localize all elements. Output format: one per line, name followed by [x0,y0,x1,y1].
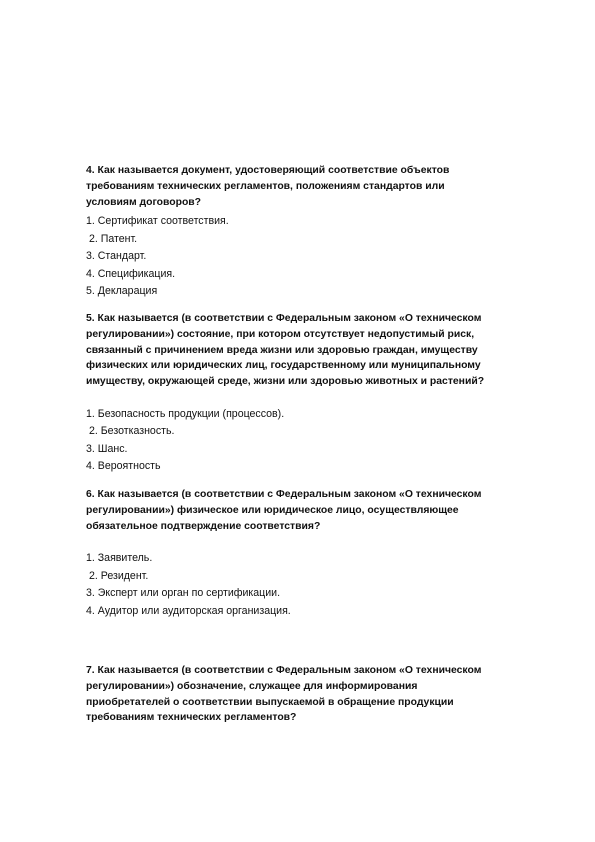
question-line: требованиям технических регламентов? [86,712,297,724]
question-7 [86,663,556,726]
answer-option: 4. Спецификация. [86,267,176,280]
answer-list [86,213,556,300]
question-line: приобретателей о соответствии выпускаемой в обращение продукции [86,696,454,708]
question-line: регулировании») состояние, при котором отсутствует недопустимый риск, [86,328,475,340]
question-text [86,163,556,210]
question-text [86,311,556,390]
question-line: 7. Как называется (в соответствии с Федеральным законом «О техническом [86,665,482,676]
question-line: требованиям технических регламентов, положениям стандартов или [86,180,445,192]
question-line: 6. Как называется (в соответствии с Федеральным законом «О техническом [86,489,482,500]
question-line: обязательное подтверждение соответствия? [86,520,321,532]
answer-option: 3. Эксперт или орган по сертификации. [86,587,281,600]
answer-option: 2. Безотказность. [86,425,175,438]
answer-option: 5. Декларация [86,285,158,298]
question-line: имуществу, окружающей среде, жизни или здоровью животных и растений? [86,376,485,388]
question-text [86,663,556,726]
question-line: регулировании») физическое или юридическое лицо, осуществляющее [86,504,459,516]
answer-option: 3. Стандарт. [86,250,147,263]
answer-option: 1. Сертификат соответствия. [86,215,229,228]
question-text [86,487,556,534]
question-line: 4. Как называется документ, удостоверяющий соответствие объектов [86,165,450,176]
question-6 [86,487,556,620]
answer-option: 2. Резидент. [86,569,149,582]
answer-option: 4. Вероятность [86,460,161,473]
answer-list [86,406,556,476]
question-line: регулировании») обозначение, служащее для информирования [86,680,418,692]
answer-option: 3. Шанс. [86,442,128,455]
question-line: связанный с причинением вреда жизни или здоровью граждан, имуществу [86,344,478,356]
question-line: 5. Как называется (в соответствии с Федеральным законом «О техническом [86,313,482,324]
answer-list [86,550,556,620]
answer-option: 2. Патент. [86,232,138,245]
question-line: физических или юридических лиц, государственному или муниципальному [86,360,481,372]
answer-option: 4. Аудитор или аудиторская организация. [86,604,291,617]
question-4 [86,163,556,300]
question-line: условиям договоров? [86,196,202,208]
answer-option: 1. Заявитель. [86,552,153,565]
question-5 [86,311,556,476]
answer-option: 1. Безопасность продукции (процессов). [86,407,285,420]
